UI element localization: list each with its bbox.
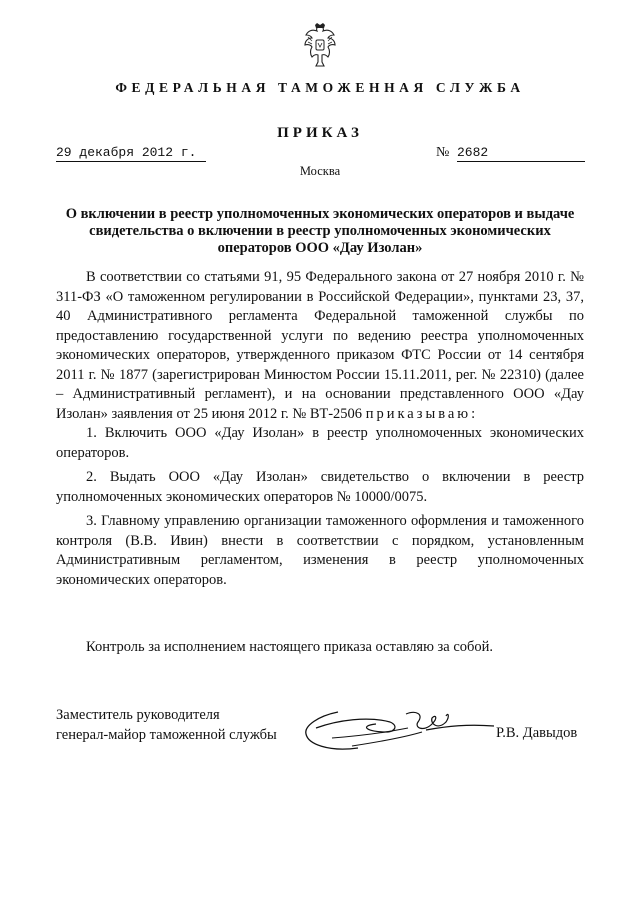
- order-body: [56, 268, 584, 590]
- position-line: Заместитель руководителя: [56, 707, 220, 723]
- preamble-paragraph: [56, 268, 584, 424]
- handwritten-signature: [298, 702, 498, 760]
- signatory-name: Р.В. Давыдов: [496, 725, 578, 741]
- order-number-label: №: [436, 145, 450, 160]
- document-type: ПРИКАЗ: [277, 125, 363, 141]
- order-subject: О включении в реестр уполномоченных экономических операторов и выдаче свидетельства о включении в реестр уполномоченных экономических операторов ООО «Дау Изолан»: [65, 206, 575, 256]
- order-item: 1. Включить ООО «Дау Изолан» в реестр уполномоченных экономических операторов.: [56, 425, 584, 461]
- order-city: Москва: [299, 164, 341, 178]
- position-line: генерал-майор таможенной службы: [56, 727, 277, 743]
- order-date: 29 декабря 2012 г.: [56, 145, 206, 162]
- order-word: приказываю:: [365, 405, 479, 422]
- preamble-text: В соответствии со статьями 91, 95 Федерального закона от 27 ноября 2010 г. № 311-ФЗ «О таможенном регулировании в Российской Федерации», пунктами 23, 37, 40 Административного регламента Федеральной таможенной службы по предоставлению государственной услуги по ведению реестра уполномоченных экономических операторов, утвержденного приказом ФТС России от 14 сентября 2011 г. № 1877 (зарегистрирован Минюстом России 15.11.2011, рег. № 22310) (далее – Административный регламент), и на основании представленного ООО «Дау Изолан» заявления от 25 июня 2012 г. № ВТ-2506: [56, 269, 584, 422]
- signatory-position: [56, 705, 277, 745]
- order-number: 2682: [457, 145, 585, 162]
- coat-of-arms-icon: [300, 22, 340, 68]
- agency-name: ФЕДЕРАЛЬНАЯ ТАМОЖЕННАЯ СЛУЖБА: [115, 80, 525, 95]
- control-statement: Контроль за исполнением настоящего приказа оставляю за собой.: [86, 639, 494, 655]
- order-item: 3. Главному управлению организации таможенного оформления и таможенного контроля (В.В. Ивин) внести в соответствии с порядком, установленным Административным регламентом, изменения в реестр уполномоченных экономических операторов.: [56, 513, 584, 588]
- order-item: 2. Выдать ООО «Дау Изолан» свидетельство о включении в реестр уполномоченных экономических операторов № 10000/0075.: [56, 469, 584, 505]
